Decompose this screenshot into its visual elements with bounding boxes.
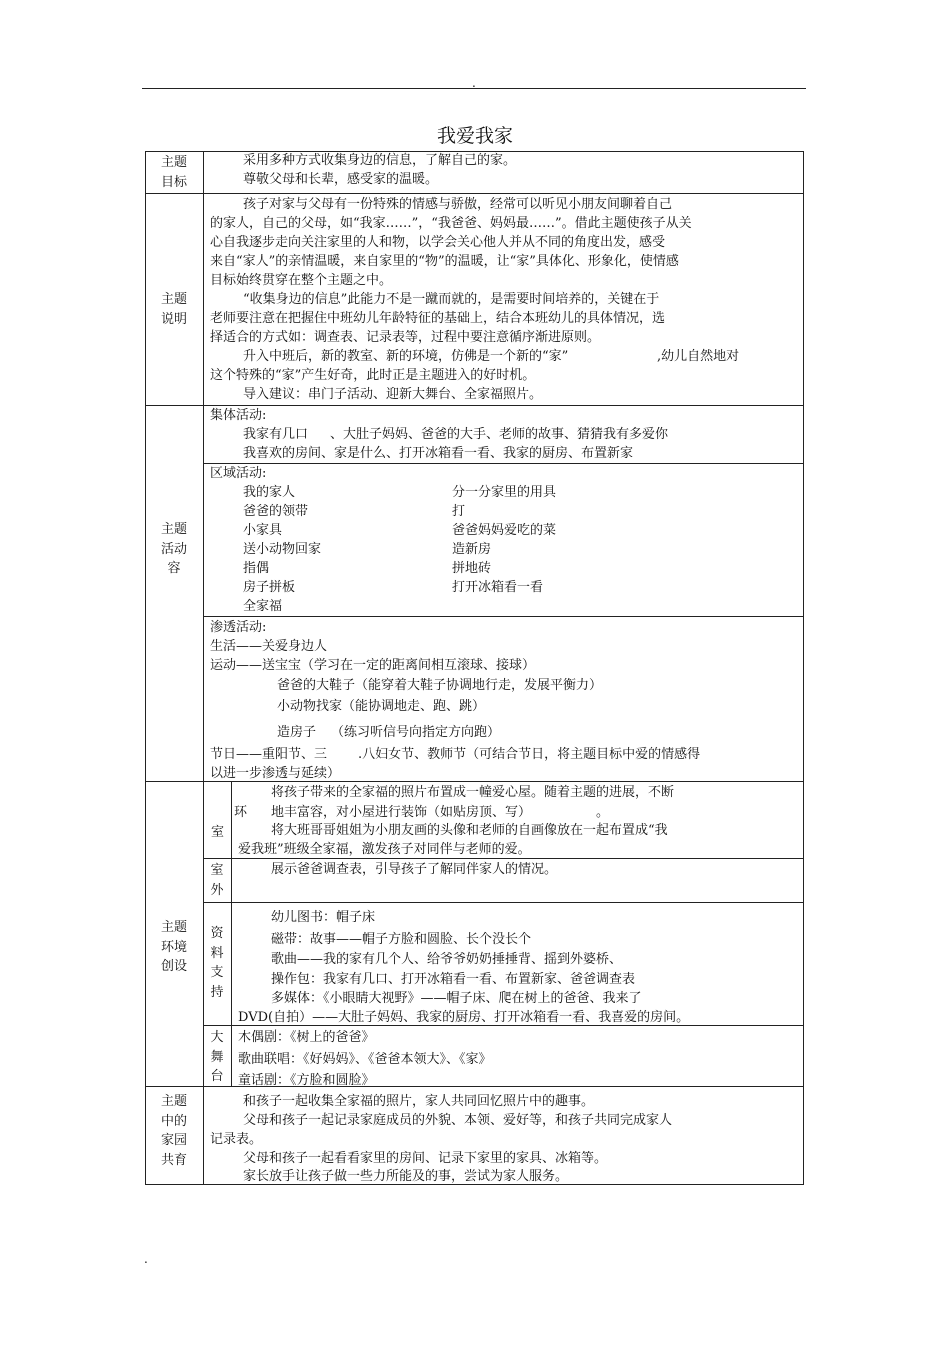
group-activity-title: 集体活动: xyxy=(210,408,267,423)
desc-line: 孩子对家与父母有一份特殊的情感与骄傲，经常可以听见小朋友间聊着自己 xyxy=(243,197,673,212)
group-activity-line: 我喜欢的房间、家是什么、打开冰箱看一看、我家的厨房、布置新家 xyxy=(243,446,634,461)
resource-line: 多媒体：《小眼睛大视野》——帽子床、爬在树上的爸爸、我来了 xyxy=(271,991,642,1006)
desc-line: 择适合的方式如：调查表、记录表等，过程中要注意循序渐进原则。 xyxy=(210,330,601,345)
goal-line: 尊敬父母和长辈，感受家的温暖。 xyxy=(243,172,439,187)
group-activity-line: 我家有几口 xyxy=(243,427,309,442)
stage-line: 木偶剧：《树上的爸爸》 xyxy=(238,1030,375,1045)
desc-line: 导入建议：串门子活动、迎新大舞台、全家福照片。 xyxy=(243,387,543,402)
outdoor-line: 展示爸爸调查表，引导孩子了解同伴家人的情况。 xyxy=(271,862,558,877)
row-divider-goal xyxy=(145,193,804,194)
desc-label: 主题 说明 xyxy=(160,292,187,327)
activity-label: 主题 活动 容 xyxy=(160,522,187,576)
home-line: 家长放手让孩子做一些力所能及的事，尝试为家人服务。 xyxy=(243,1169,569,1184)
env-label: 主题 环境 创设 xyxy=(160,920,187,974)
infiltration-line: .八妇女节、教师节（可结合节日，将主题目标中爱的情感得 xyxy=(358,747,701,762)
desc-line: 的家人，自己的父母，如“我家……”，“我爸爸、妈妈最……”。借此主题使孩子从关 xyxy=(210,216,692,231)
desc-line: 这个特殊的“家”产生好奇，此时正是主题进入的好时机。 xyxy=(210,368,536,383)
home-line: 父母和孩子一起记录家庭成员的外貌、本领、爱好等，和孩子共同完成家人 xyxy=(243,1113,673,1128)
home-label: 主题 中的 家园 共育 xyxy=(160,1094,187,1168)
area-item: 分一分家里的用具 xyxy=(452,485,557,500)
indoor-line: 地丰富容，对小屋进行装饰（如贴房顶、写） xyxy=(271,805,532,820)
area-item: 爸爸妈妈爱吃的菜 xyxy=(452,523,557,538)
area-item: 房子拼板 xyxy=(243,580,296,595)
desc-line: 来自“家人”的亲情温暖，来自家里的“物”的温暖，让“家”具体化、形象化，使情感 xyxy=(210,254,679,269)
footer-dot: . xyxy=(144,1252,148,1266)
resource-line: 磁带：故事——帽子方脸和圆脸、长个没长个 xyxy=(271,932,532,947)
desc-line: “收集身边的信息”此能力不是一蹴而就的，是需要时间培养的，关键在于 xyxy=(243,292,660,307)
goal-label: 主题 目标 xyxy=(160,155,187,190)
area-activity-title: 区域活动: xyxy=(210,466,267,481)
area-item: 全家福 xyxy=(243,599,283,614)
infiltration-line: 小动物找家（能协调地走、跑、跳） xyxy=(277,699,486,714)
indoor-line: 将孩子带来的全家福的照片布置成一幢爱心屋。随着主题的进展，不断 xyxy=(271,785,675,800)
desc-line: 升入中班后，新的教室、新的环境，仿佛是一个新的“家” xyxy=(243,349,569,364)
home-line: 父母和孩子一起看看家里的房间、记录下家里的家具、冰箱等。 xyxy=(243,1151,608,1166)
home-line: 记录表。 xyxy=(210,1132,263,1147)
area-item: 打 xyxy=(452,504,466,519)
indoor-label: 室 xyxy=(211,825,225,840)
env-sub-column-divider xyxy=(231,781,232,1086)
desc-line: ,幼儿自然地对 xyxy=(657,349,740,364)
resource-line: 幼儿图书：帽子床 xyxy=(271,910,376,925)
infiltration-line: 生活——关爱身边人 xyxy=(210,639,328,654)
row-divider-outdoor xyxy=(203,902,804,903)
area-item: 拼地砖 xyxy=(452,561,492,576)
area-item: 造新房 xyxy=(452,542,492,557)
resource-line: DVD(自拍）——大肚子妈妈、我家的厨房、打开冰箱看一看、我喜爱的房间。 xyxy=(238,1010,690,1025)
desc-line: 老师要注意在把握住中班幼儿年龄特征的基础上，结合本班幼儿的具体情况，选 xyxy=(210,311,666,326)
stage-line: 童话剧：《方脸和圆脸》 xyxy=(238,1073,375,1088)
desc-line: 目标始终贯穿在整个主题之中。 xyxy=(210,273,393,288)
stage-label: 大 舞 台 xyxy=(210,1030,224,1084)
indoor-line: 爱我班”班级全家福，激发孩子对同伴与老师的爱。 xyxy=(238,842,531,857)
page-title: 我爱我家 xyxy=(436,125,513,147)
infiltration-line: 爸爸的大鞋子（能穿着大鞋子协调地行走，发展平衡力） xyxy=(277,678,603,693)
area-item: 我的家人 xyxy=(243,485,296,500)
goal-line: 采用多种方式收集身边的信息，了解自己的家。 xyxy=(243,153,517,168)
infiltration-line: （练习听信号向指定方向跑） xyxy=(331,725,501,740)
infiltration-title: 渗透活动: xyxy=(210,620,267,635)
home-line: 和孩子一起收集全家福的照片，家人共同回忆照片中的趣事。 xyxy=(243,1094,595,1109)
resource-line: 歌曲——我的家有几个人、给爷爷奶奶捶捶背、摇到外婆桥、 xyxy=(271,952,623,967)
area-item: 送小动物回家 xyxy=(243,542,322,557)
row-divider-group xyxy=(203,463,804,464)
group-activity-line: 、大肚子妈妈、爸爸的大手、老师的故事、猜猜我有多爱你 xyxy=(330,427,669,442)
infiltration-line: 造房子 xyxy=(277,725,317,740)
area-item: 爸爸的领带 xyxy=(243,504,309,519)
indoor-label: 环 xyxy=(234,805,248,820)
indoor-line: 。 xyxy=(596,805,610,820)
row-divider-area xyxy=(203,616,804,617)
infiltration-line: 以进一步渗透与延续） xyxy=(210,766,341,781)
resource-label: 资 料 支 持 xyxy=(210,926,224,1000)
header-rule xyxy=(142,88,806,89)
header-dot: . xyxy=(472,76,476,90)
area-item: 小家具 xyxy=(243,523,283,538)
infiltration-line: 运动——送宝宝（学习在一定的距离间相互滚球、接球） xyxy=(210,658,536,673)
stage-line: 歌曲联唱：《好妈妈》、《爸爸本领大》、《家》 xyxy=(238,1052,492,1067)
area-item: 指偶 xyxy=(243,561,270,576)
infiltration-line: 节日——重阳节、三 xyxy=(210,747,328,762)
outdoor-label: 室 外 xyxy=(210,863,224,898)
area-item: 打开冰箱看一看 xyxy=(452,580,544,595)
resource-line: 操作包：我家有几口、打开冰箱看一看、布置新家、爸爸调查表 xyxy=(271,972,636,987)
desc-line: 心自我逐步走向关注家里的人和物，以学会关心他人并从不同的角度出发，感受 xyxy=(210,235,666,250)
indoor-line: 将大班哥哥姐姐为小朋友画的头像和老师的自画像放在一起布置成“我 xyxy=(271,823,668,838)
